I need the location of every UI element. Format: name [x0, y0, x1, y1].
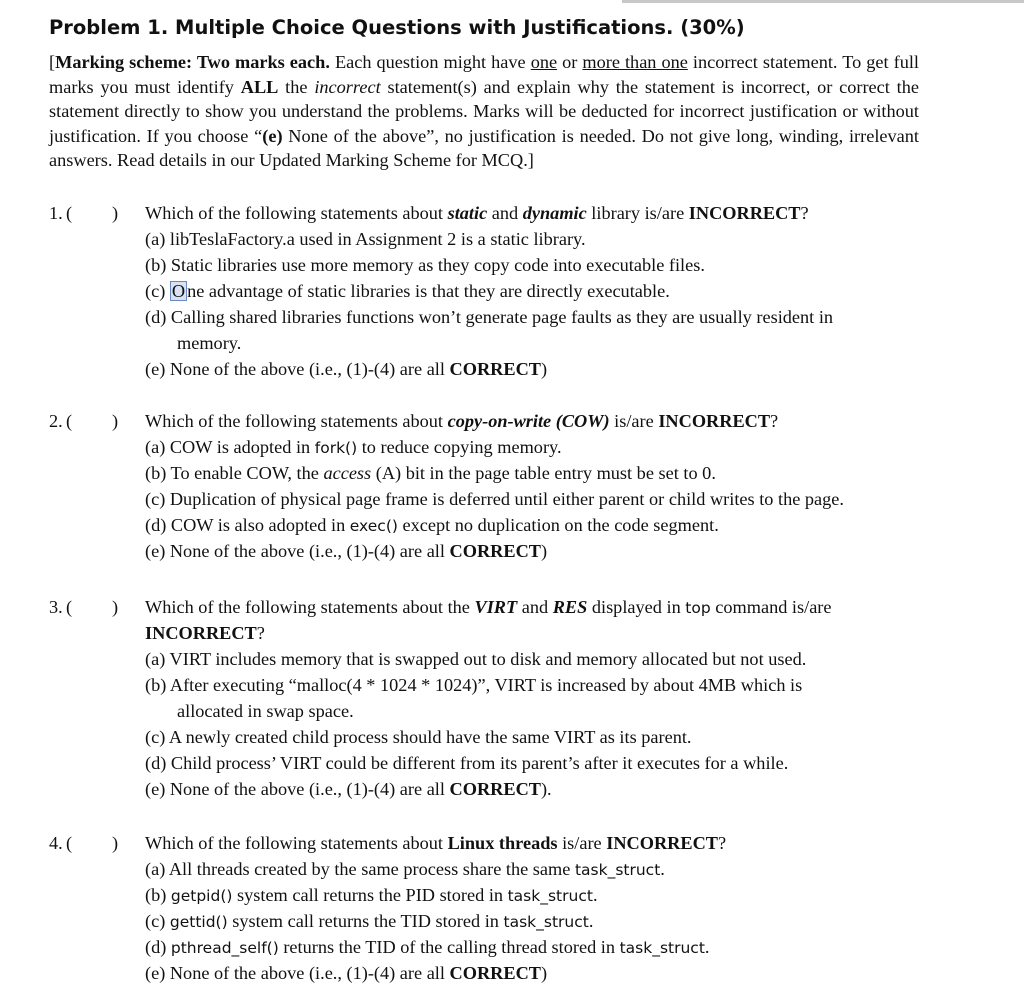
option-d-continued: memory. [177, 333, 242, 353]
problem-title: Problem 1. Multiple Choice Questions with Justifications. (30%) [49, 16, 745, 39]
option-b: (b) To enable COW, the access (A) bit in the page table entry must be set to 0. [145, 463, 716, 483]
question-stem-continued: INCORRECT? [145, 623, 265, 643]
question-stem: Which of the following statements about Linux threads is/are INCORRECT? [145, 833, 727, 853]
question-number: 1. [49, 203, 63, 223]
question-stem: Which of the following statements about static and dynamic library is/are INCORRECT? [145, 203, 809, 223]
option-a: (a) libTeslaFactory.a used in Assignment 2 is a static library. [145, 229, 586, 249]
option-d: (d) Calling shared libraries functions won’t generate page faults as they are usually resident in [145, 307, 834, 327]
option-b: (b) After executing “malloc(4 * 1024 * 1024)”, VIRT is increased by about 4MB which is [145, 675, 803, 695]
option-c: (c) A newly created child process should have the same VIRT as its parent. [145, 727, 692, 747]
question-stem: Which of the following statements about the VIRT and RES displayed in top command is/are [145, 597, 832, 617]
question-stem: Which of the following statements about copy-on-write (COW) is/are INCORRECT? [145, 411, 779, 431]
option-a: (a) VIRT includes memory that is swapped out to disk and memory allocated but not used. [145, 649, 807, 669]
option-e: (e) None of the above (i.e., (1)-(4) are all CORRECT) [145, 359, 548, 379]
answer-open-paren: ( [66, 597, 73, 617]
option-e: (e) None of the above (i.e., (1)-(4) are all CORRECT) [145, 541, 548, 561]
option-b-continued: allocated in swap space. [177, 701, 354, 721]
answer-close-paren: ) [112, 411, 119, 431]
top-border-line [622, 0, 1024, 3]
option-d: (d) pthread_self() returns the TID of the calling thread stored in task_struct. [145, 937, 710, 957]
option-c: (c) O ne advantage of static libraries is that they are directly executable. [145, 281, 670, 301]
marking-scheme-label: Marking scheme: Two marks each. [55, 52, 330, 72]
option-e: (e) None of the above (i.e., (1)-(4) are all CORRECT) [145, 963, 548, 983]
option-a: (a) All threads created by the same process share the same task_struct. [145, 859, 665, 879]
option-c: (c) gettid() system call returns the TID stored in task_struct. [145, 911, 594, 931]
option-e: (e) None of the above (i.e., (1)-(4) are all CORRECT). [145, 779, 552, 799]
answer-open-paren: ( [66, 411, 73, 431]
answer-open-paren: ( [66, 203, 73, 223]
option-b: (b) Static libraries use more memory as they copy code into executable files. [145, 255, 705, 275]
question-number: 4. [49, 833, 63, 853]
answer-close-paren: ) [112, 597, 119, 617]
option-c: (c) Duplication of physical page frame is deferred until either parent or child writes to the page. [145, 489, 844, 509]
option-d: (d) COW is also adopted in exec() except no duplication on the code segment. [145, 515, 719, 535]
answer-close-paren: ) [112, 833, 119, 853]
answer-close-paren: ) [112, 203, 119, 223]
question-number: 2. [49, 411, 63, 431]
option-a: (a) COW is adopted in fork() to reduce copying memory. [145, 437, 562, 457]
option-b: (b) getpid() system call returns the PID stored in task_struct. [145, 885, 598, 905]
marking-scheme: [Marking scheme: Two marks each. Each question might have one or more than one incorrect statement. To get full marks you must identify ALL the incorrect statement(s) and explain why the statement is incorrect, or correct the statement directly to show you understand the problems. Marks will be deducted for incorrect justification or without justification. If you choose “(e) None of the above”, no justification is needed. Do not give long, winding, irrelevant answers. Read details in our Updated Marking Scheme for MCQ.] [49, 52, 919, 170]
option-d: (d) Child process’ VIRT could be different from its parent’s after it executes for a while. [145, 753, 789, 773]
text-cursor-highlight: O [171, 281, 186, 301]
question-number: 3. [49, 597, 63, 617]
answer-open-paren: ( [66, 833, 73, 853]
